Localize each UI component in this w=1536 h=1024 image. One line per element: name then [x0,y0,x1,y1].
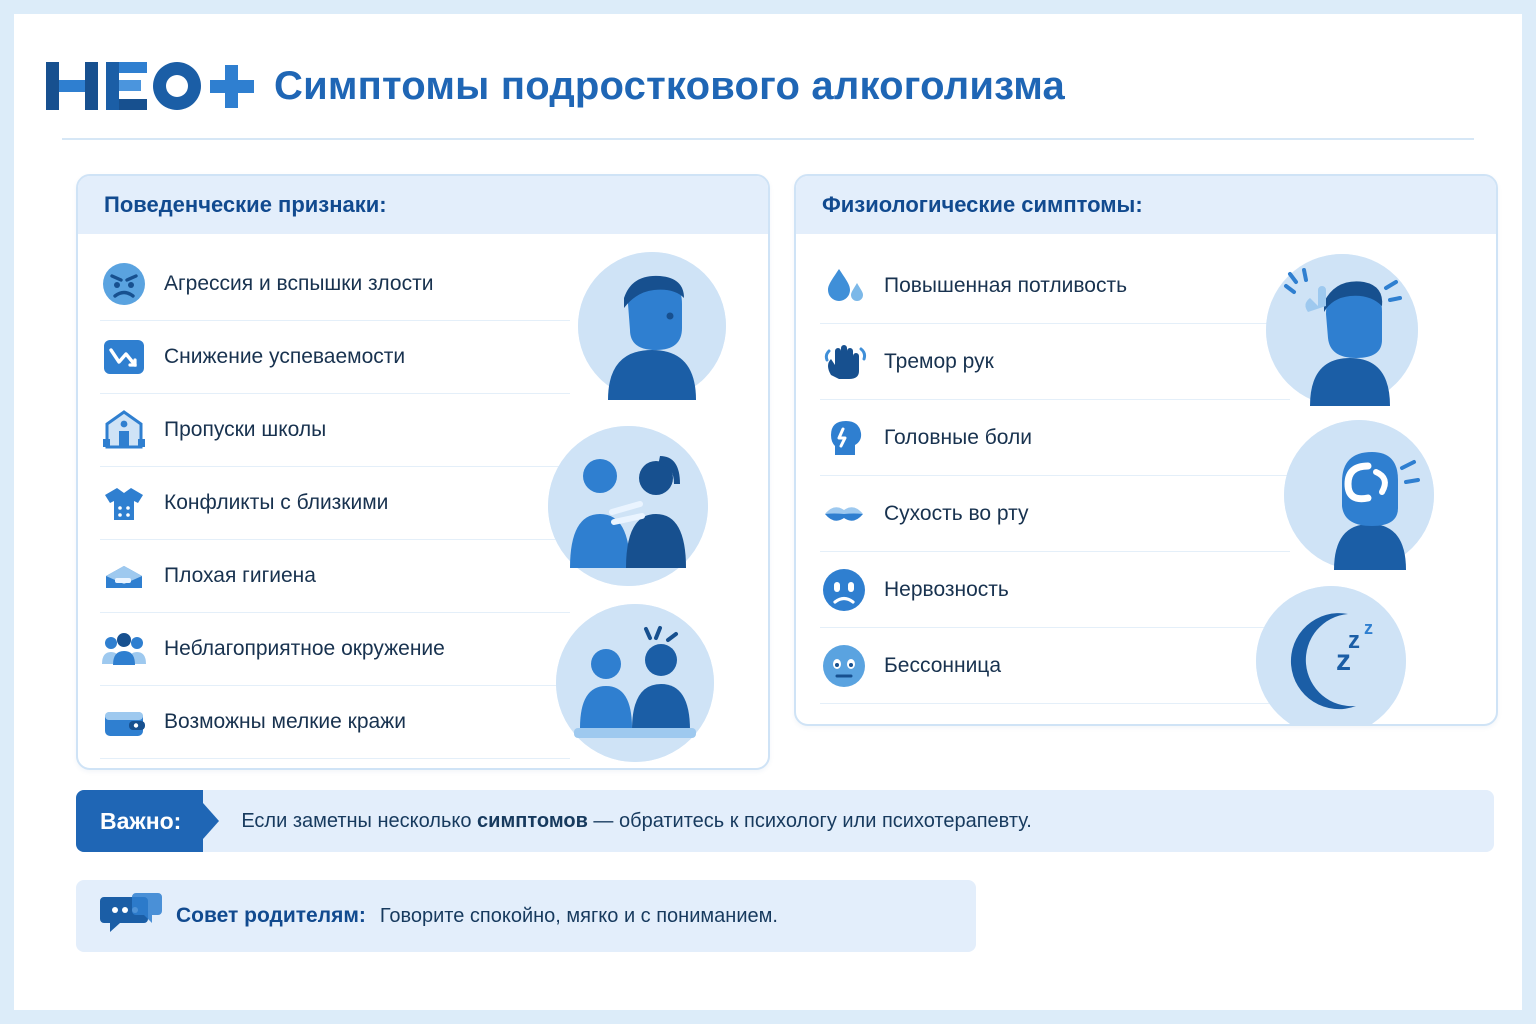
panel-behavioral-body [78,234,768,770]
school-building-icon [100,406,148,454]
list-item [100,540,570,613]
water-drops-icon [820,262,868,310]
list-item [820,552,1290,628]
important-text-bold: симптомов [477,809,588,832]
panel-physiological-title: Физиологические симптомы: [796,176,1496,234]
list-item [820,476,1290,552]
page-title: Симптомы подросткового алкоголизма [274,63,1065,108]
list-item-label: Сухость во рту [884,501,1029,525]
list-item-label: Нервозность [884,577,1009,601]
parents-tip-note [76,880,976,952]
tshirt-icon [100,479,148,527]
tip-label: Совет родителям: [176,904,366,927]
header-divider [62,138,1474,140]
wallet-icon [100,698,148,746]
panel-physiological-body [796,234,1496,722]
list-item [820,248,1290,324]
sleepless-face-icon [820,642,868,690]
list-item [100,467,570,540]
page-header [44,42,1492,130]
list-item-label: Повышенная потливость [884,273,1128,297]
head-pain-icon [820,414,868,462]
list-item-label: Пропуски школы [164,418,327,441]
list-item [100,394,570,467]
moon-zzz-illustration [1256,586,1406,726]
panel-behavioral-signs [76,174,770,770]
list-item [100,613,570,686]
list-item [100,686,570,759]
declining-chart-icon [100,333,148,381]
nervous-face-icon [820,566,868,614]
important-text-before: Если заметны несколько [241,809,478,832]
list-item-label: Бессонница [884,653,1002,677]
teen-portrait-illustration [578,252,726,400]
important-tag: Важно: [76,790,203,852]
list-item-label: Плохая гигиена [164,564,316,587]
tip-text: Говорите спокойно, мягко и с пониманием. [379,904,778,927]
list-item [820,400,1290,476]
group-people-icon [100,625,148,673]
lips-icon [820,490,868,538]
important-text-after: — обратитесь к психологу или психотерапевту. [587,809,1032,832]
list-item-label: Тремор рук [884,349,994,373]
dizzy-head-illustration [1284,420,1434,570]
chat-bubbles-icon [100,891,162,942]
list-item [100,321,570,394]
two-people-arguing-illustration [548,426,708,586]
angry-face-icon [100,260,148,308]
list-item [100,248,570,321]
important-text [203,810,1031,833]
soap-icon [100,552,148,600]
list-item-label: Возможны мелкие кражи [164,710,406,733]
list-item-label: Конфликты с близкими [164,491,389,514]
panel-physiological-symptoms [794,174,1498,726]
list-item-label: Снижение успеваемости [164,345,406,368]
svg-text:z: z [1336,644,1351,677]
svg-text:z: z [1348,627,1360,654]
list-item [820,324,1290,400]
neo-plus-logo-icon [44,58,256,114]
list-item-label: Головные боли [884,425,1032,449]
list-item [820,628,1290,704]
list-item-label: Неблагоприятное окружение [164,637,445,660]
panel-behavioral-title: Поведенческие признаки: [78,176,768,234]
svg-text:z: z [1364,618,1373,638]
headache-person-illustration [1266,254,1418,406]
shaking-hand-icon [820,338,868,386]
parent-and-teen-talking-illustration [556,604,714,762]
important-note [76,790,1494,852]
list-item-label: Агрессия и вспышки злости [164,272,434,295]
